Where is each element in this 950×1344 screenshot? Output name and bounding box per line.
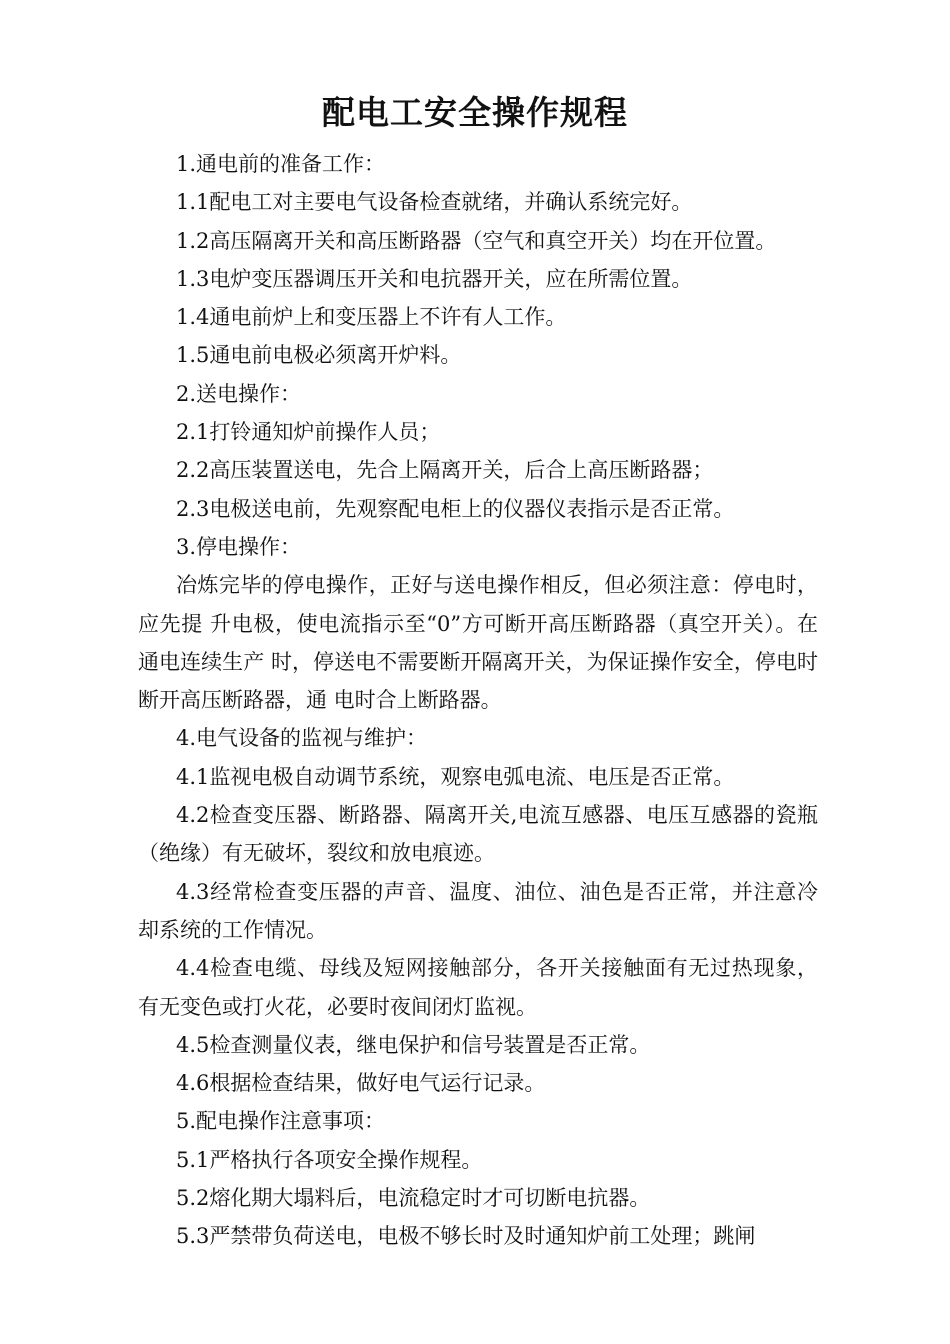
paragraph: 5.配电操作注意事项： [176,1109,386,1134]
paragraph: 1.通电前的准备工作： [176,152,386,176]
paragraph: 2.2高压装置送电，先合上隔离开关，后合上高压断路器； [176,458,714,483]
paragraph: 4.2检查变压器、断路器、隔离开关,电流互感器、电压互感器的瓷瓶（绝缘）有无破坏，裂纹和放电痕迹。 [138,803,818,866]
paragraph: 4.5检查测量仪表，继电保护和信号装置是否正常。 [176,1032,651,1057]
paragraph: 4.1监视电极自动调节系统，观察电弧电流、电压是否正常。 [176,764,735,789]
paragraph: 4.3经常检查变压器的声音、温度、油位、油色是否正常，并注意冷却系统的工作情况。 [138,879,818,942]
paragraph: 2.送电操作： [176,381,302,406]
document-title: 配电工安全操作规程 [322,93,628,132]
paragraph: 1.2高压隔离开关和高压断路器（空气和真空开关）均在开位置。 [176,228,777,253]
document-body [138,145,818,1256]
paragraph: 1.5通电前电极必须离开炉料。 [176,343,462,368]
paragraph: 4.4检查电缆、母线及短网接触部分，各开关接触面有无过热现象，有无变色或打火花，必要时夜间闭灯监视。 [138,956,818,1019]
paragraph: 2.1打铃通知炉前操作人员； [176,420,441,445]
paragraph: 5.1严格执行各项安全操作规程。 [176,1147,483,1172]
paragraph: 1.3电炉变压器调压开关和电抗器开关，应在所需位置。 [176,266,693,291]
paragraph: 4.6根据检查结果，做好电气运行记录。 [176,1071,546,1096]
paragraph: 2.3电极送电前，先观察配电柜上的仪器仪表指示是否正常。 [176,496,735,521]
paragraph: 1.1配电工对主要电气设备检查就绪，并确认系统完好。 [176,190,693,215]
paragraph: 1.4通电前炉上和变压器上不许有人工作。 [176,305,567,330]
paragraph: 3.停电操作： [176,534,302,559]
paragraph: 5.2熔化期大塌料后，电流稳定时才可切断电抗器。 [176,1186,651,1211]
paragraph: 冶炼完毕的停电操作，正好与送电操作相反，但必须注意：停电时，应先提 升电极，使电流指示至“0”方可断开高压断路器（真空开关）。在通电连续生产 时，停送电不需要断开隔离开关，为保证操作安全，停电时断开高压断路器，通 电时合上断路器。 [138,573,818,713]
paragraph: 4.电气设备的监视与维护： [176,726,428,751]
paragraph: 5.3严禁带负荷送电，电极不够长时及时通知炉前工处理；跳闸 [176,1224,756,1249]
